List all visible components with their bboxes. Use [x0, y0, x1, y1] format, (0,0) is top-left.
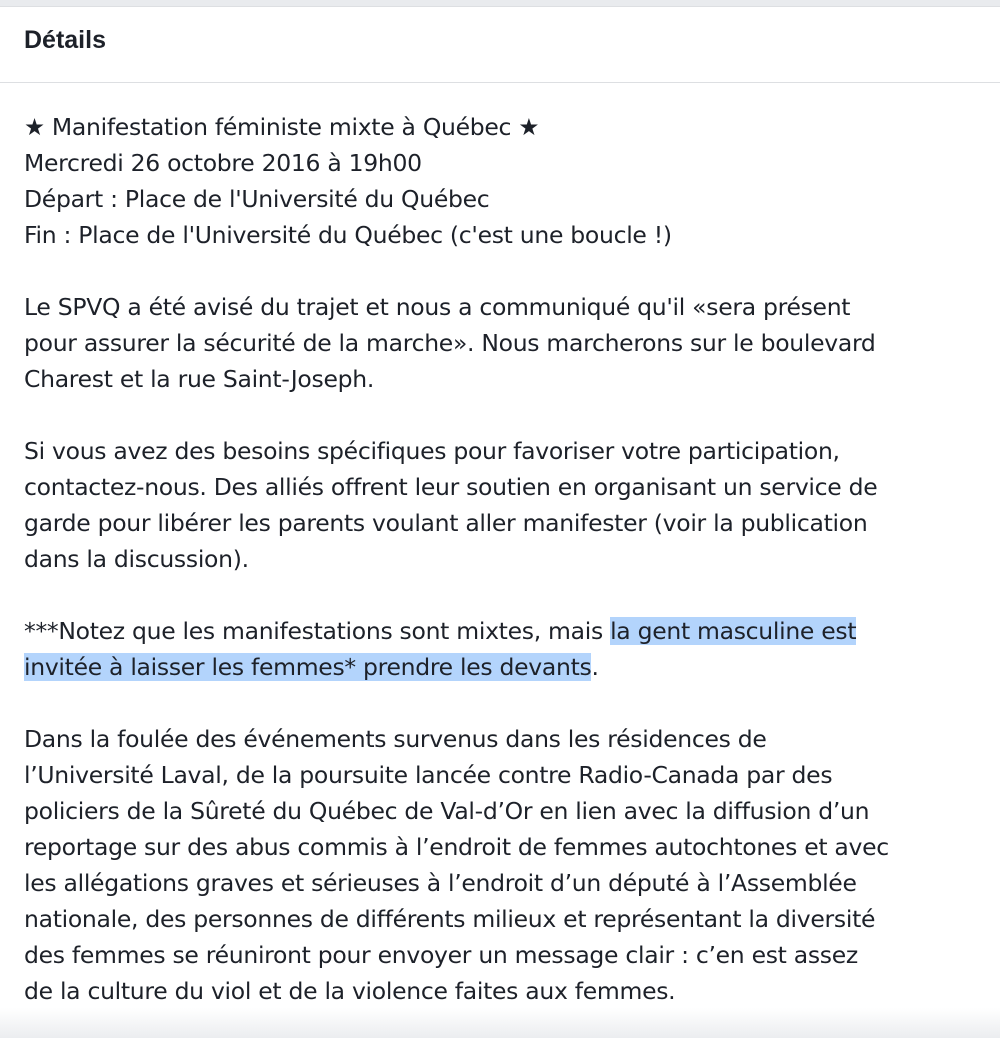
text-line: des femmes se réuniront pour envoyer un message clair : c’en est assez — [24, 941, 858, 969]
bottom-fade — [0, 1008, 1000, 1038]
event-description[interactable] — [0, 83, 1000, 1009]
text-line: dans la discussion). — [24, 545, 249, 573]
text-line: nationale, des personnes de différents milieux et représentant la diversité — [24, 905, 876, 933]
context-paragraph — [24, 721, 976, 1009]
text-line: ★ Manifestation féministe mixte à Québec ★ — [24, 113, 540, 141]
text-line: Charest et la rue Saint-Joseph. — [24, 365, 374, 393]
card-title: Détails — [24, 26, 106, 54]
text-line: garde pour libérer les parents voulant aller manifester (voir la publication — [24, 509, 868, 537]
event-summary-paragraph — [24, 109, 976, 253]
details-card — [0, 6, 1000, 1038]
text-line: policiers de la Sûreté du Québec de Val-d’Or en lien avec la diffusion d’un — [24, 797, 870, 825]
selected-text[interactable]: invitée à laisser les femmes* prendre les devants — [24, 653, 592, 681]
mixed-note-paragraph — [24, 613, 976, 685]
text-line: Dans la foulée des événements survenus dans les résidences de — [24, 725, 767, 753]
text-line: les allégations graves et sérieuses à l’endroit d’un député à l’Assemblée — [24, 869, 857, 897]
text-line: de la culture du viol et de la violence faites aux femmes. — [24, 977, 676, 1005]
text-line: l’Université Laval, de la poursuite lancée contre Radio-Canada par des — [24, 761, 833, 789]
selected-text[interactable]: la gent masculine est — [610, 617, 857, 645]
text-line: Mercredi 26 octobre 2016 à 19h00 — [24, 149, 422, 177]
text-line — [24, 649, 976, 685]
accessibility-paragraph — [24, 433, 976, 577]
card-header — [0, 7, 1000, 83]
route-paragraph — [24, 289, 976, 397]
text-line — [24, 613, 976, 649]
plain-text: . — [591, 653, 599, 681]
text-line: Départ : Place de l'Université du Québec — [24, 185, 490, 213]
text-line: contactez-nous. Des alliés offrent leur soutien en organisant un service de — [24, 473, 878, 501]
text-line: reportage sur des abus commis à l’endroit de femmes autochtones et avec — [24, 833, 889, 861]
text-line: pour assurer la sécurité de la marche». Nous marcherons sur le boulevard — [24, 329, 876, 357]
plain-text: ***Notez que les manifestations sont mixtes, mais — [24, 617, 611, 645]
text-line: Fin : Place de l'Université du Québec (c'est une boucle !) — [24, 221, 672, 249]
text-line: Le SPVQ a été avisé du trajet et nous a communiqué qu'il «sera présent — [24, 293, 851, 321]
text-line: Si vous avez des besoins spécifiques pour favoriser votre participation, — [24, 437, 840, 465]
